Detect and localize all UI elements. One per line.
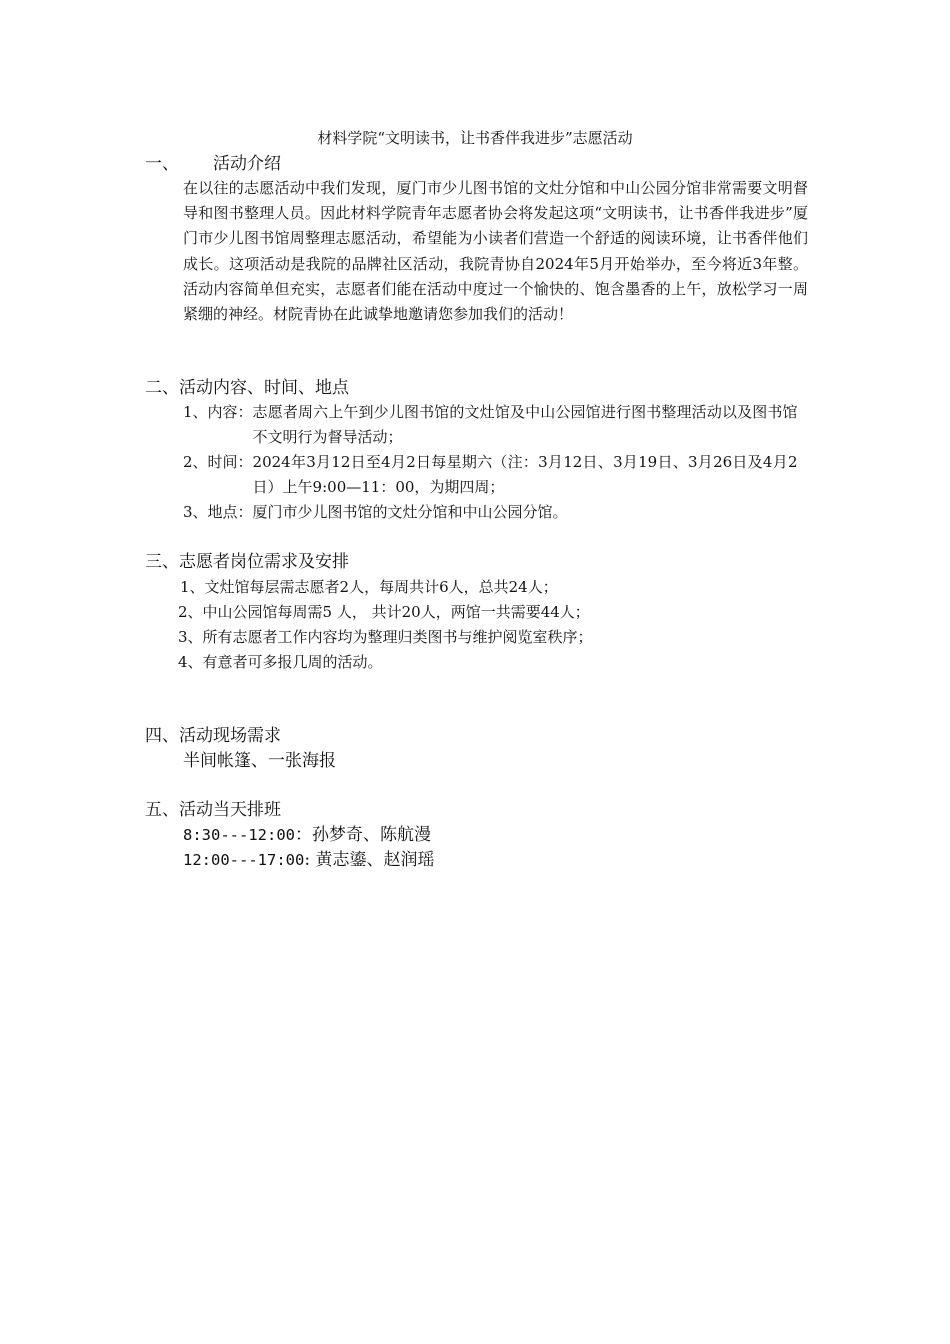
section-3-heading — [145, 550, 349, 574]
item-label: 3、地点： — [183, 503, 253, 521]
section-2-heading — [145, 376, 349, 400]
section-3-number: 三、 — [145, 552, 179, 572]
section-3-item-2: 2、中山公园馆每周需5 人， 共计20人，两馆一共需要44人； — [178, 603, 590, 621]
section-4-heading — [145, 724, 281, 748]
item-label: 2、时间： — [183, 453, 253, 471]
shift-separator: ： — [294, 825, 312, 845]
shift-names: 孙梦奇、陈航漫 — [311, 825, 431, 845]
shift-row-1 — [183, 823, 431, 847]
shift-time: 8:30---12:00 — [183, 826, 295, 844]
section-2-item-1 — [183, 400, 798, 450]
item-text: 2024年3月12日至4月2日每星期六（注：3月12日、3月19日、3月26日及4月2日）上午9:00—11：00，为期四周； — [252, 453, 798, 496]
section-1-heading — [145, 152, 281, 176]
section-2-number: 二、 — [145, 378, 179, 398]
section-4-title: 活动现场需求 — [179, 726, 281, 746]
section-2-item-3 — [183, 500, 798, 525]
section-4-body: 半间帐篷、一张海报 — [183, 751, 336, 771]
section-3-item-3: 3、所有志愿者工作内容均为整理归类图书与维护阅览室秩序； — [178, 628, 593, 646]
section-5-heading — [145, 798, 281, 822]
section-1-title: 活动介绍 — [213, 154, 281, 174]
section-2-item-2 — [183, 450, 798, 500]
shift-row-2 — [183, 848, 434, 872]
section-3-title: 志愿者岗位需求及安排 — [179, 552, 349, 572]
item-text: 厦门市少儿图书馆的文灶分馆和中山公园分馆。 — [252, 503, 568, 521]
shift-names: 黄志鎏、赵润瑶 — [315, 850, 435, 870]
item-text: 志愿者周六上午到少儿图书馆的文灶馆及中山公园馆进行图书整理活动以及图书馆不文明行为督导活动； — [252, 403, 798, 446]
section-1-number: 一、 — [145, 154, 179, 174]
section-3-item-4: 4、有意者可多报几周的活动。 — [178, 653, 383, 671]
section-5-number: 五、 — [145, 800, 179, 820]
shift-time: 12:00---17:00 — [183, 851, 305, 869]
section-3-item-1: 1、文灶馆每层需志愿者2人，每周共计6人，总共24人； — [180, 578, 558, 596]
section-4-number: 四、 — [145, 726, 179, 746]
section-2-title: 活动内容、时间、地点 — [179, 378, 349, 398]
section-1-body: 在以往的志愿活动中我们发现，厦门市少儿图书馆的文灶分馆和中山公园分馆非常需要文明督导和图书整理人员。因此材料学院青年志愿者协会将发起这项“文明读书，让书香伴我进步”厦门市少儿图书馆周整理志愿活动，希望能为小读者们营造一个舒适的阅读环境，让书香伴他们成长。这项活动是我院的品牌社区活动，我院青协自2024年5月开始举办，至今将近3年整。活动内容简单但充实，志愿者们能在活动中度过一个愉快的、饱含墨香的上午，放松学习一周紧绷的神经。材院青协在此诚挚地邀请您参加我们的活动！ — [183, 179, 808, 324]
document-title: 材料学院“文明读书，让书香伴我进步”志愿活动 — [317, 129, 633, 147]
section-5-title: 活动当天排班 — [179, 800, 281, 820]
shift-separator: : — [304, 850, 316, 870]
item-label: 1、内容： — [183, 403, 253, 421]
